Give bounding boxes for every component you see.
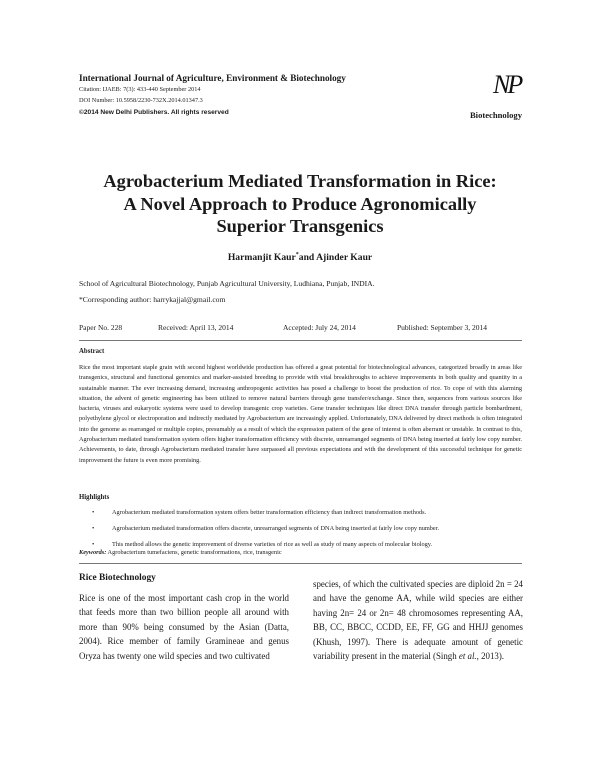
divider-top xyxy=(79,340,522,341)
abstract-body: Rice the most important staple grain with second highest worldwide production has offered a great potential for biotechnological advances, categorized broadly in areas like transgenics, structural and functional genomics and marker-assisted breeding to provide with vital breakthroughs to achieve improvements in both quality and quantity in a sustainable manner. The ever increasing demand, increasing anthropogenic activities has posed a challenge to boost the production of rice. To cope of with this alarming situation, the advent of genetic engineering has been utilized to remove natural barriers through gene transfer/exchange. Since then, sequences from various sources like bacteria, viruses and eukaryotic systems were used to develop transgenic crop varieties. Gene transfer techniques like direct DNA transfer through particle bombardment, polyethylene glycol or electroporation and indirectly mediated by Agrobacterium are increasingly applied. Unfortunately, DNA delivered by direct methods is often integrated into the genome as rearranged or multiple copies, presumably as a result of which the expression pattern of the gene of interest is often aberrant or unstable. In contrast to this, Agrobacterium mediated transformation system offers higher transformation efficiency with discrete, unrearranged segments of DNA being inserted at fairly low copy number. Achievements, to date, through Agrobacterium mediated transfer have surpassed all previous expectations and with the development of this successful technique for genetic improvement the future is even more promising. xyxy=(79,364,522,464)
article-title xyxy=(60,170,540,238)
body-right-tail: , 2013). xyxy=(476,651,505,662)
body-left-column: Rice is one of the most important cash crop in the world that feeds more than two billion people all around with more than 90% being consumed by the Asian (Datta, 2004). Rice member of family Gramineae and genus Oryza has twenty one wild species and two cultivated xyxy=(79,593,289,661)
title-line-2: A Novel Approach to Produce Agronomically xyxy=(123,193,477,214)
highlights-list xyxy=(79,506,522,554)
highlights-heading: Highlights xyxy=(79,494,110,501)
body-right-etal: et al. xyxy=(458,651,477,662)
copyright-line: ©2014 New Delhi Publishers. All rights reserved xyxy=(79,109,229,116)
keywords-label: Keywords: xyxy=(79,549,107,556)
highlight-item: • Agrobacterium mediated transformation system offers better transformation efficiency than indirect transformation methods. xyxy=(79,506,522,522)
author-1: Harmanjit Kaur xyxy=(227,252,296,264)
section-heading: Rice Biotechnology xyxy=(79,573,156,583)
author-joiner: and Ajinder Kaur xyxy=(298,252,373,264)
citation-line: Citation: IJAEB: 7(3): 433-440 September 2014 xyxy=(79,86,201,93)
highlight-item: • Agrobacterium mediated transformation offers discrete, unrearranged segments of DNA being inserted at fairly low copy number. xyxy=(79,522,522,538)
abstract-heading: Abstract xyxy=(79,348,105,355)
keywords-text: Agrobacterium tumefaciens, genetic transformations, rice, transgenic xyxy=(106,549,282,556)
published-date: Published: September 3, 2014 xyxy=(397,323,487,332)
journal-title: International Journal of Agriculture, Environment & Biotechnology xyxy=(79,73,346,83)
title-line-1: Agrobacterium Mediated Transformation in Rice: xyxy=(103,171,497,191)
body-right-column xyxy=(313,577,523,663)
corresponding-mark: * xyxy=(295,252,299,258)
body-right-text: species, of which the cultivated species are diploid 2n = 24 and have the genome AA, while wild species are either having 2n= 24 or 2n= 48 chromosomes representing AA, BB, CC, BBCC, CCDD, EE, FF, GG and HHJJ genomes (Khush, 1997). There is adequate amount of genetic variability present in the material (Singh xyxy=(313,579,523,662)
doi-line: DOI Number: 10.5958/2230-732X.2014.01347.3 xyxy=(79,97,203,104)
divider-bottom xyxy=(79,563,522,564)
author-list xyxy=(60,252,540,263)
publisher-logo: NP xyxy=(493,70,521,99)
section-tag: Biotechnology xyxy=(469,110,522,120)
corresponding-author: *Corresponding author: harrykajjal@gmail.com xyxy=(79,295,226,304)
highlight-item: • This method allows the genetic improvement of diverse varieties of rice as well as study of many aspects of molecular biology. xyxy=(79,538,522,554)
paper-number: Paper No. 228 xyxy=(79,323,123,332)
received-date: Received: April 13, 2014 xyxy=(158,323,234,332)
affiliation: School of Agricultural Biotechnology, Punjab Agricultural University, Ludhiana, Punjab, INDIA. xyxy=(79,279,375,288)
keywords xyxy=(79,549,282,556)
accepted-date: Accepted: July 24, 2014 xyxy=(283,323,356,332)
title-line-3: Superior Transgenics xyxy=(216,216,384,236)
